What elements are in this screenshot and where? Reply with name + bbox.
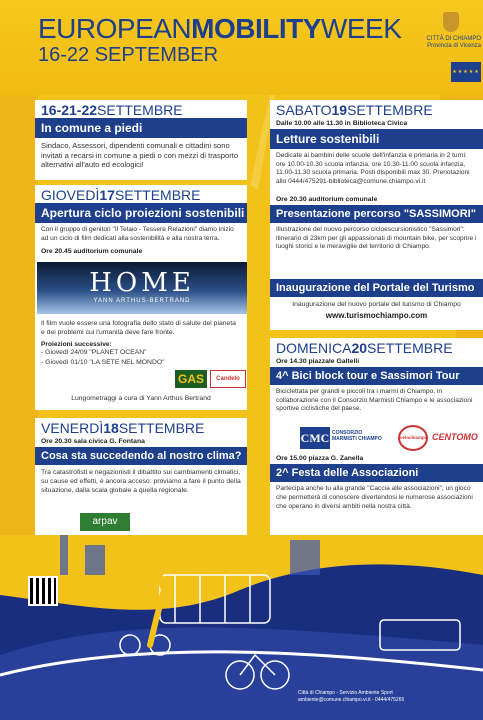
event-description: Illustrazione del nuovo percorso cicloescursionistico "Sassimori": itinerario di 23km per gli appassionati di mountain bike, per scoprire i luoghi storici e le meraviglie del territorio di Chiampo. xyxy=(276,225,477,251)
date-weekday: DOMENICA xyxy=(276,340,352,356)
movie-title: HOME xyxy=(89,268,195,298)
event-description: Biciclettata per grandi e piccoli tra i marmi di Chiampo, in collaborazione con il Consorzio Marmisti Chiampo e le associazioni sportive ciclistiche del paese. xyxy=(276,388,473,413)
event-title-bar: In comune a piedi xyxy=(35,118,247,138)
footer-email-phone: ambiente@comune.chiampo.vi.it - 0444/475265 xyxy=(298,697,405,703)
event-title-bar: Presentazione percorso "SASSIMORI" xyxy=(270,205,483,223)
event-title xyxy=(38,13,401,45)
event-time: Ore 14.30 piazzale Galtelli xyxy=(276,358,360,365)
date-weekday: VENERDÌ xyxy=(41,420,104,436)
event-description: Inaugurazione del nuovo portale del turismo di Chiampo xyxy=(292,301,461,308)
date-month: SETTEMBRE xyxy=(114,187,201,203)
projection-item: - Giovedì 01/10 "LA SETE NEL MONDO" xyxy=(41,358,165,366)
velochiampo-logo: velochiampo xyxy=(398,425,428,451)
title-part-bold: MOBILITY xyxy=(191,13,321,44)
city-illustration xyxy=(0,535,483,720)
header-banner xyxy=(0,0,483,95)
date-day: 18 xyxy=(103,420,119,436)
date-weekday: GIOVEDÌ xyxy=(41,187,100,203)
event-card-16-21-22 xyxy=(35,100,247,180)
qr-code[interactable] xyxy=(28,576,58,606)
footer-contact xyxy=(298,690,404,704)
movie-description: Il film vuole essere una fotografia dello stato di salute del pianeta e dei problemi cui l'umanità deve fare fronte. xyxy=(41,320,236,336)
title-part: WEEK xyxy=(320,13,402,44)
event-card-18 xyxy=(35,418,247,540)
event-title-bar: 4^ Bici block tour e Sassimori Tour xyxy=(270,367,483,385)
event-title-bar: Cosa sta succedendo al nostro clima? xyxy=(35,447,247,465)
eu-flag-icon: ★★★★★ xyxy=(451,62,481,82)
event-description: Tra catastrofisti e negazionisti il dibattito sui cambiamenti climatici, su cause ed effetti, è ancora acceso: proviamo a fare il punto della situazione, dalla scala globale a quella regionale. xyxy=(41,469,241,494)
event-time: Ore 20.45 auditorium comunale xyxy=(41,248,143,255)
tourism-url: www.turismochiampo.com xyxy=(325,310,428,320)
candelo-logo: Candelo xyxy=(210,370,246,388)
date-month: SETTEMBRE xyxy=(347,102,433,118)
event-time: Ore 15.00 piazza G. Zanella xyxy=(276,455,364,463)
title-part: EUROPEAN xyxy=(38,13,192,44)
projection-item: - Giovedì 24/09 "PLANET OCEAN" xyxy=(41,349,147,356)
event-title-bar: 2^ Festa delle Associazioni xyxy=(270,464,483,482)
event-description: Sindaco, Assessori, dipendenti comunali e cittadini sono invitati a recarsi in comune a piedi o con mezzi di trasporto alternativi all'auto ed ecologici! xyxy=(41,141,239,169)
city-skyline-illustration xyxy=(0,535,483,720)
projections-label: Proiezioni successive: xyxy=(41,341,112,348)
date-day: 17 xyxy=(99,187,115,203)
town-label xyxy=(426,36,481,50)
date-month: SETTEMBRE xyxy=(367,340,453,356)
event-description: Partecipa anche tu alla grande "Caccia alle associazioni", un gioco che permetterà di conoscere divertendosi le numerose associazioni che operano in diversi ambiti nella nostra città. xyxy=(276,485,473,510)
event-title-bar: Inaugurazione del Portale del Turismo xyxy=(270,279,483,297)
date-day: 19 xyxy=(331,102,348,118)
event-title-bar: Apertura ciclo proiezioni sostenibili xyxy=(35,203,247,223)
date-month: SETTEMBRE xyxy=(97,102,183,118)
films-credit: Lungometraggi a cura di Yann Arthus Bertrand xyxy=(71,395,211,402)
event-description: Dedicate ai bambini delle scuole dell'infanzia e primaria in 2 turni: ore 10.00-10.30 scuola infanzia, ore 10.30-11.00 scuola infanzia, 11.00-11.30 scuola primaria. Posti disponibili max 30. Prenotazioni allo 0444/475291-biblioteca@comune.chiampo.vi.it xyxy=(276,152,470,186)
event-time: Ore 20.30 sala civica G. Fontana xyxy=(41,438,145,445)
gas-logo: GAS xyxy=(175,370,207,388)
event-title-bar: Letture sostenibili xyxy=(270,129,483,149)
movie-director: YANN ARTHUS-BERTRAND xyxy=(93,298,191,304)
movie-poster-home xyxy=(37,262,247,314)
event-time: Ore 20.30 auditorium comunale xyxy=(276,195,378,203)
card-date xyxy=(35,418,247,436)
event-description: Con il gruppo di genitori "Il Telaio - Tessere Relazioni" diamo inizio ad un ciclo di film dedicati alla sostenibilità e alla nostra terra. xyxy=(41,226,234,242)
footer-office: Città di Chiampo - Servizio Ambiente Sport xyxy=(298,690,393,696)
card-date xyxy=(35,100,247,118)
town-province: Provincia di Vicenza xyxy=(427,43,481,49)
date-month: SETTEMBRE xyxy=(118,420,205,436)
town-crest-icon xyxy=(443,12,459,32)
consorzio-logo: CONSORZIO MARMISTI CHIAMPO xyxy=(332,430,382,442)
date-day: 20 xyxy=(351,340,368,356)
date-weekday: SABATO xyxy=(276,102,332,118)
event-time: Dalle 10.00 alle 11.30 in Biblioteca Civica xyxy=(276,120,408,127)
town-name: CITTÀ DI CHIAMPO xyxy=(426,36,481,42)
date-days: 16-21-22 xyxy=(41,102,98,118)
portal-card xyxy=(270,277,483,330)
card-date xyxy=(35,185,247,203)
centomo-logo: CENTOMO xyxy=(432,432,478,442)
arpav-logo: arpav xyxy=(80,513,130,531)
cmc-logo: CMC xyxy=(300,427,330,449)
card-date xyxy=(270,100,483,118)
event-dates: 16-22 SEPTEMBER xyxy=(38,44,219,66)
card-date xyxy=(270,338,483,356)
card-17-body xyxy=(35,316,247,370)
